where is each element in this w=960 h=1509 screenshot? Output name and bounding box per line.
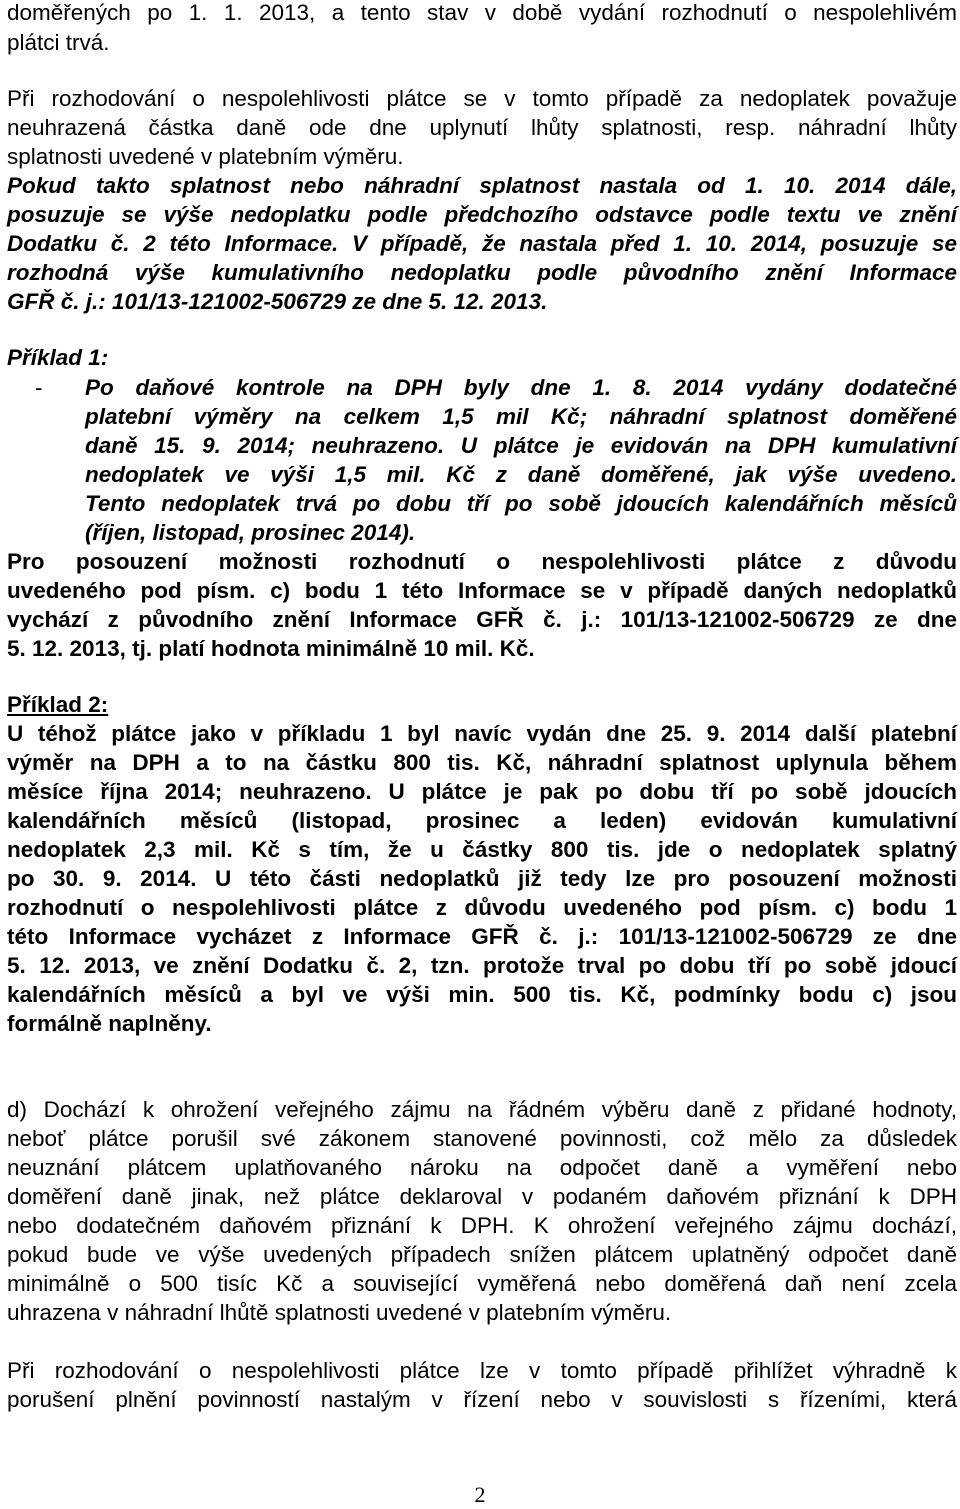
text-line: GFŘ č. j.: 101/13-121002-506729 ze dne 5. 12. 2013.	[7, 289, 548, 314]
text-line: uhrazena v náhradní lhůtě splatnosti uvedené v platebním výměru.	[7, 1300, 672, 1325]
text-line: d) Dochází k ohrožení veřejného zájmu na řádném výběru daně z přidané hodnoty,	[7, 1097, 957, 1122]
text-line: kalendářních měsíců a byl ve výši min. 500 tis. Kč, podmínky bodu c) jsou	[7, 982, 957, 1007]
text-line: porušení plnění povinností nastalým v řízení nebo v souvislosti s řízeními, která	[7, 1387, 957, 1412]
text-line: rozhodná výše kumulativního nedoplatku podle původního znění Informace	[7, 260, 957, 285]
text-line: plátci trvá.	[7, 30, 110, 55]
text-line: Tento nedoplatek trvá po dobu tří po sobě jdoucích kalendářních měsíců	[85, 491, 957, 516]
example-heading: Příklad 1:	[7, 345, 109, 370]
text-line: výměr na DPH a to na částku 800 tis. Kč, náhradní splatnost uplynula během	[7, 750, 957, 775]
text-line: kalendářních měsíců (listopad, prosinec a leden) evidován kumulativní	[7, 808, 957, 833]
text-line: po 30. 9. 2014. U této části nedoplatků již tedy lze pro posouzení možnosti	[7, 866, 957, 891]
text-line: U téhož plátce jako v příkladu 1 byl navíc vydán dne 25. 9. 2014 další platební	[7, 721, 957, 746]
text-line: Při rozhodování o nespolehlivosti plátce lze v tomto případě přihlížet výhradně k	[7, 1358, 957, 1383]
text-line: nedoplatek 2,3 mil. Kč s tím, že u částky 800 tis. jde o nedoplatek splatný	[7, 837, 957, 862]
example-heading: Příklad 2:	[7, 692, 109, 717]
text-line: (říjen, listopad, prosinec 2014).	[85, 520, 416, 545]
text-line: neuznání plátcem uplatňovaného nároku na odpočet daně a vyměření nebo	[7, 1155, 957, 1180]
text-line: doměřených po 1. 1. 2013, a tento stav v době vydání rozhodnutí o nespolehlivém	[7, 0, 957, 25]
list-bullet: -	[35, 375, 43, 400]
text-line: Po daňové kontrole na DPH byly dne 1. 8. 2014 vydány dodatečné	[85, 375, 957, 400]
text-line: platební výměry na celkem 1,5 mil Kč; náhradní splatnost doměřené	[85, 404, 957, 429]
text-line: měsíce října 2014; neuhrazeno. U plátce je pak po dobu tří po sobě jdoucích	[7, 779, 957, 804]
text-line: minimálně o 500 tisíc Kč a související vyměřená nebo doměřená daň není zcela	[7, 1271, 957, 1296]
text-line: Dodatku č. 2 této Informace. V případě, že nastala před 1. 10. 2014, posuzuje se	[7, 231, 957, 256]
text-line: nebo dodatečném daňovém přiznání k DPH. K ohrožení veřejného zájmu dochází,	[7, 1213, 957, 1238]
text-line: Pro posouzení možnosti rozhodnutí o nespolehlivosti plátce z důvodu	[7, 549, 957, 574]
text-line: neboť plátce porušil své zákonem stanovené povinnosti, což mělo za důsledek	[7, 1126, 957, 1151]
text-line: pokud bude ve výše uvedených případech snížen plátcem uplatněný odpočet daně	[7, 1242, 957, 1267]
text-line: vychází z původního znění Informace GFŘ č. j.: 101/13-121002-506729 ze dne	[7, 607, 957, 632]
text-line: 5. 12. 2013, ve znění Dodatku č. 2, tzn. protože trval po dobu tří po sobě jdoucí	[7, 953, 957, 978]
text-line: Pokud takto splatnost nebo náhradní splatnost nastala od 1. 10. 2014 dále,	[7, 173, 957, 198]
text-line: 5. 12. 2013, tj. platí hodnota minimálně 10 mil. Kč.	[7, 636, 535, 661]
text-line: formálně naplněny.	[7, 1011, 212, 1036]
text-line: Při rozhodování o nespolehlivosti plátce se v tomto případě za nedoplatek považuje	[7, 86, 957, 111]
text-line: uvedeného pod písm. c) bodu 1 této Informace se v případě daných nedoplatků	[7, 578, 957, 603]
text-line: nedoplatek ve výši 1,5 mil. Kč z daně doměřené, jak výše uvedeno.	[85, 462, 957, 487]
text-line: rozhodnutí o nespolehlivosti plátce z důvodu uvedeného pod písm. c) bodu 1	[7, 895, 957, 920]
text-line: neuhrazená částka daně ode dne uplynutí lhůty splatnosti, resp. náhradní lhůty	[7, 115, 957, 140]
page-number: 2	[474, 1482, 486, 1507]
text-line: této Informace vycházet z Informace GFŘ č. j.: 101/13-121002-506729 ze dne	[7, 924, 957, 949]
text-line: doměření daně jinak, než plátce deklaroval v podaném daňovém přiznání k DPH	[7, 1184, 957, 1209]
text-line: daně 15. 9. 2014; neuhrazeno. U plátce je evidován na DPH kumulativní	[85, 433, 957, 458]
text-line: splatnosti uvedené v platebním výměru.	[7, 144, 404, 169]
text-line: posuzuje se výše nedoplatku podle předchozího odstavce podle textu ve znění	[7, 202, 957, 227]
